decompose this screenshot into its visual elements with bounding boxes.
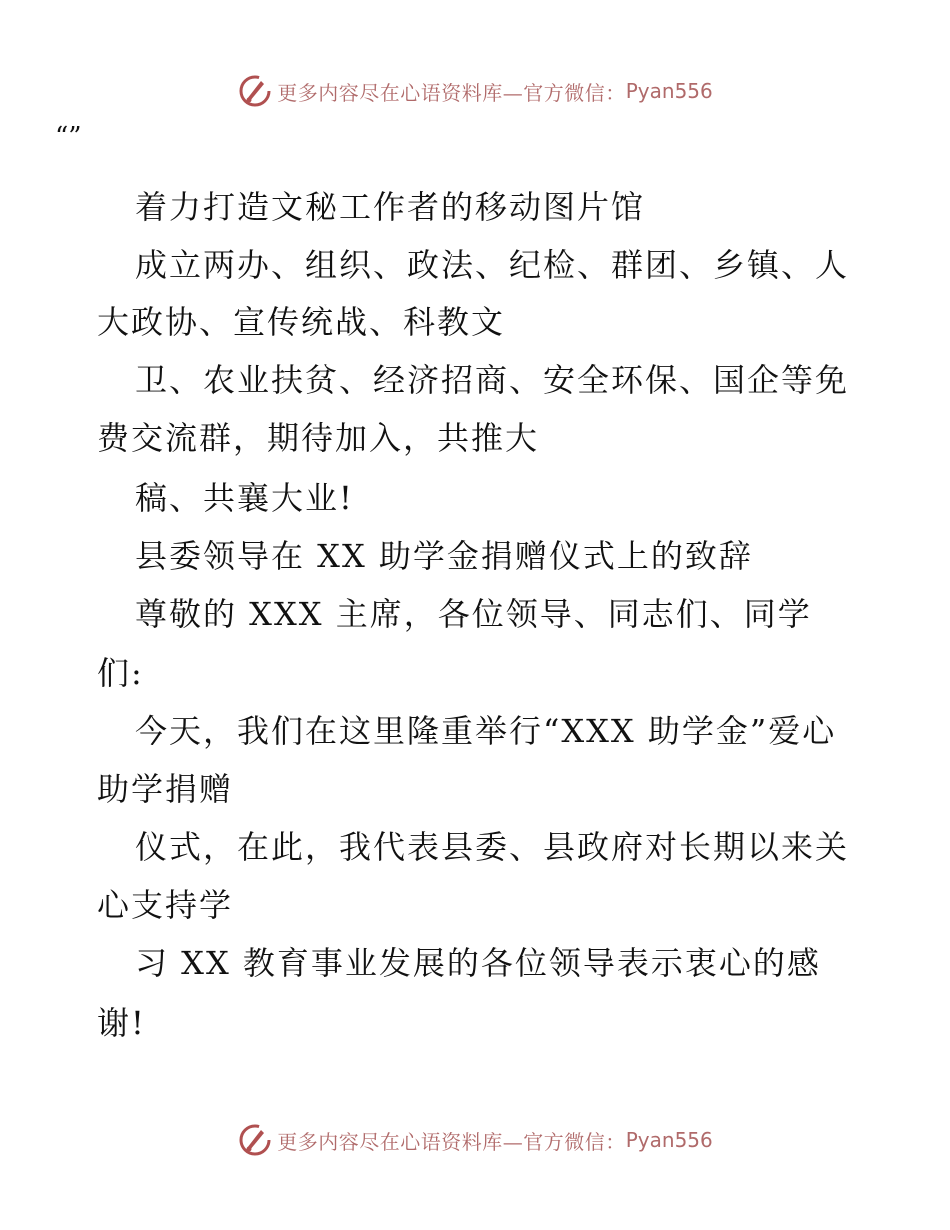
quill-logo-icon — [237, 1122, 273, 1158]
body-line: 心支持学 — [97, 886, 234, 924]
body-line: 今天，我们在这里隆重举行“XXX 助学金”爱心 — [135, 712, 837, 750]
watermark-wechat-id: Pyan556 — [625, 1128, 713, 1152]
quote-marks: “” — [55, 122, 82, 152]
body-line: 成立两办、组织、政法、纪检、群团、乡镇、人 — [135, 246, 850, 284]
body-line: 谢! — [97, 1004, 146, 1042]
body-line: 稿、共襄大业! — [135, 479, 354, 517]
body-line: 着力打造文秘工作者的移动图片馆 — [135, 188, 646, 226]
body-line: 县委领导在 XX 助学金捐赠仪式上的致辞 — [135, 537, 753, 575]
body-line: 卫、农业扶贫、经济招商、安全环保、国企等免 — [135, 361, 850, 399]
watermark-text: 更多内容尽在心语资料库—官方微信： — [277, 1129, 626, 1154]
body-line: 费交流群，期待加入，共推大 — [97, 419, 540, 457]
body-line: 们: — [97, 654, 144, 692]
watermark-wechat-id: Pyan556 — [625, 79, 713, 103]
header-watermark — [0, 71, 950, 111]
quill-logo-icon — [237, 73, 273, 109]
footer-watermark — [0, 1120, 950, 1160]
body-line: 习 XX 教育事业发展的各位领导表示衷心的感 — [135, 944, 821, 982]
body-line: 仪式，在此，我代表县委、县政府对长期以来关 — [135, 828, 850, 866]
body-line: 尊敬的 XXX 主席，各位领导、同志们、同学 — [135, 595, 812, 633]
body-line: 助学捐赠 — [97, 770, 234, 808]
watermark-text: 更多内容尽在心语资料库—官方微信： — [277, 80, 626, 105]
body-line: 大政协、宣传统战、科教文 — [97, 303, 506, 341]
